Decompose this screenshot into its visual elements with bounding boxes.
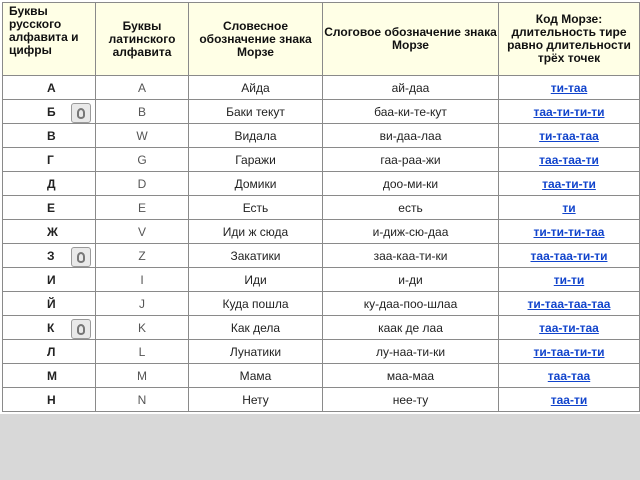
- ear-glyph-icon: [77, 252, 85, 263]
- russian-letter: Б: [47, 104, 56, 119]
- russian-letter-cell: [3, 292, 96, 316]
- russian-letter-cell: [3, 388, 96, 412]
- word-notation: Закатики: [189, 244, 323, 268]
- russian-letter: Й: [47, 296, 56, 311]
- morse-code-cell: [499, 220, 640, 244]
- latin-letter: E: [96, 196, 189, 220]
- header-row: [3, 3, 640, 76]
- morse-code-link[interactable]: таа-ти-таа: [539, 320, 599, 335]
- russian-letter-cell: [3, 268, 96, 292]
- ear-glyph-icon: [77, 108, 85, 119]
- morse-code-link[interactable]: ти-таа-таа: [539, 128, 599, 143]
- russian-letter: Д: [47, 176, 56, 191]
- morse-code-link[interactable]: ти-таа: [550, 80, 588, 95]
- russian-letter-cell: [3, 220, 96, 244]
- russian-letter-cell: [3, 100, 96, 124]
- header-word-notation: Словесное обозначение знака Морзе: [189, 3, 323, 76]
- russian-letter: Ж: [47, 224, 58, 239]
- morse-code-cell: [499, 316, 640, 340]
- table-row: [3, 100, 640, 124]
- latin-letter: L: [96, 340, 189, 364]
- syllable-notation: ай-даа: [323, 76, 499, 100]
- morse-code-link[interactable]: ти-таа-таа-таа: [527, 296, 611, 311]
- table-row: [3, 220, 640, 244]
- syllable-notation: заа-каа-ти-ки: [323, 244, 499, 268]
- table-row: [3, 340, 640, 364]
- word-notation: Иди: [189, 268, 323, 292]
- morse-code-link[interactable]: таа-ти-ти-ти: [533, 104, 605, 119]
- morse-code-cell: [499, 100, 640, 124]
- latin-letter: I: [96, 268, 189, 292]
- ear-glyph-icon: [77, 324, 85, 335]
- morse-code-link[interactable]: таа-ти: [550, 392, 588, 407]
- russian-letter-cell: [3, 196, 96, 220]
- russian-letter: З: [47, 248, 55, 263]
- syllable-notation: каак де лаа: [323, 316, 499, 340]
- empty-area: [0, 414, 640, 480]
- russian-letter-cell: [3, 364, 96, 388]
- morse-code-cell: [499, 292, 640, 316]
- header-syllable-notation: Слоговое обозначение знака Морзе: [323, 3, 499, 76]
- morse-code-cell: [499, 124, 640, 148]
- word-notation: Видала: [189, 124, 323, 148]
- audio-ear-icon[interactable]: [71, 319, 91, 339]
- latin-letter: J: [96, 292, 189, 316]
- syllable-notation: и-ди: [323, 268, 499, 292]
- latin-letter: V: [96, 220, 189, 244]
- morse-code-link[interactable]: ти: [562, 200, 576, 215]
- header-latin-letters: Буквы латинского алфавита: [96, 3, 189, 76]
- word-notation: Мама: [189, 364, 323, 388]
- morse-code-cell: [499, 196, 640, 220]
- word-notation: Есть: [189, 196, 323, 220]
- word-notation: Домики: [189, 172, 323, 196]
- morse-code-cell: [499, 172, 640, 196]
- header-morse-code: Код Морзе: длительность тире равно длительности трёх точек: [499, 3, 640, 76]
- word-notation: Гаражи: [189, 148, 323, 172]
- russian-letter-cell: [3, 244, 96, 268]
- russian-letter: В: [47, 128, 56, 143]
- morse-code-cell: [499, 340, 640, 364]
- syllable-notation: нее-ту: [323, 388, 499, 412]
- table-row: [3, 268, 640, 292]
- russian-letter: А: [47, 80, 56, 95]
- russian-letter: М: [47, 368, 57, 383]
- table-row: [3, 292, 640, 316]
- latin-letter: A: [96, 76, 189, 100]
- morse-code-link[interactable]: таа-ти-ти: [542, 176, 596, 191]
- russian-letter: К: [47, 320, 55, 335]
- syllable-notation: гаа-раа-жи: [323, 148, 499, 172]
- table-row: [3, 76, 640, 100]
- latin-letter: G: [96, 148, 189, 172]
- russian-letter-cell: [3, 316, 96, 340]
- table-row: [3, 124, 640, 148]
- table-row: [3, 196, 640, 220]
- syllable-notation: баа-ки-те-кут: [323, 100, 499, 124]
- word-notation: Как дела: [189, 316, 323, 340]
- header-russian-letters: Буквы русского алфавита и цифры: [3, 3, 96, 76]
- table-row: [3, 364, 640, 388]
- morse-code-cell: [499, 76, 640, 100]
- morse-code-link[interactable]: таа-таа: [547, 368, 591, 383]
- russian-letter-cell: [3, 340, 96, 364]
- syllable-notation: есть: [323, 196, 499, 220]
- latin-letter: N: [96, 388, 189, 412]
- morse-code-link[interactable]: таа-таа-ти-ти: [530, 248, 608, 263]
- table-row: [3, 148, 640, 172]
- latin-letter: K: [96, 316, 189, 340]
- russian-letter: Н: [47, 392, 56, 407]
- russian-letter: И: [47, 272, 56, 287]
- table-body: [3, 76, 640, 412]
- russian-letter-cell: [3, 148, 96, 172]
- syllable-notation: лу-наа-ти-ки: [323, 340, 499, 364]
- word-notation: Куда пошла: [189, 292, 323, 316]
- word-notation: Иди ж сюда: [189, 220, 323, 244]
- morse-code-cell: [499, 148, 640, 172]
- syllable-notation: ку-даа-поо-шлаа: [323, 292, 499, 316]
- latin-letter: B: [96, 100, 189, 124]
- morse-code-cell: [499, 364, 640, 388]
- morse-code-cell: [499, 244, 640, 268]
- russian-letter: Е: [47, 200, 56, 215]
- morse-code-link[interactable]: ти-таа-ти-ти: [533, 344, 605, 359]
- russian-letter-cell: [3, 76, 96, 100]
- table-row: [3, 172, 640, 196]
- russian-letter: Л: [47, 344, 56, 359]
- audio-ear-icon[interactable]: [71, 103, 91, 123]
- morse-code-table: [2, 2, 640, 412]
- morse-code-cell: [499, 388, 640, 412]
- latin-letter: D: [96, 172, 189, 196]
- syllable-notation: маа-маа: [323, 364, 499, 388]
- word-notation: Айда: [189, 76, 323, 100]
- latin-letter: W: [96, 124, 189, 148]
- morse-code-link[interactable]: ти-ти-ти-таа: [533, 224, 605, 239]
- latin-letter: M: [96, 364, 189, 388]
- table-row: [3, 388, 640, 412]
- morse-code-link[interactable]: таа-таа-ти: [539, 152, 599, 167]
- word-notation: Нету: [189, 388, 323, 412]
- russian-letter: Г: [47, 152, 54, 167]
- syllable-notation: и-диж-сю-даа: [323, 220, 499, 244]
- morse-code-cell: [499, 268, 640, 292]
- table-row: [3, 316, 640, 340]
- table-row: [3, 244, 640, 268]
- russian-letter-cell: [3, 172, 96, 196]
- morse-code-link[interactable]: ти-ти: [553, 272, 585, 287]
- word-notation: Баки текут: [189, 100, 323, 124]
- word-notation: Лунатики: [189, 340, 323, 364]
- russian-letter-cell: [3, 124, 96, 148]
- syllable-notation: доо-ми-ки: [323, 172, 499, 196]
- syllable-notation: ви-даа-лаа: [323, 124, 499, 148]
- audio-ear-icon[interactable]: [71, 247, 91, 267]
- latin-letter: Z: [96, 244, 189, 268]
